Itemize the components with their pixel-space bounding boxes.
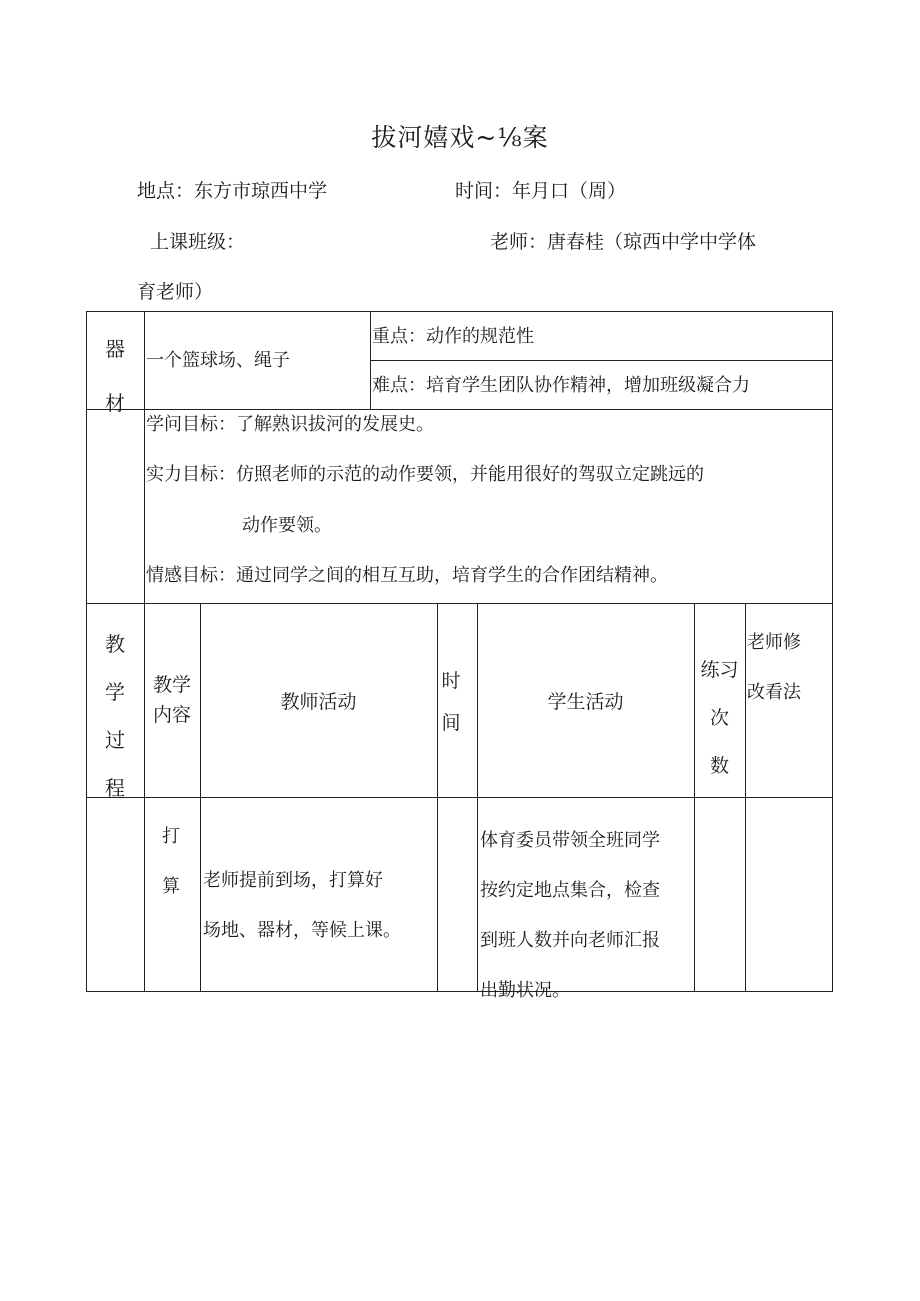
ability-objective-continued: 动作要领。 [242,515,332,536]
difficulty: 难点：培育学生团队协作精神，增加班级凝合力 [372,375,750,396]
student-activity-header: 学生活动 [547,691,624,713]
equipment-label: 器 材 [105,337,125,415]
revision-header: 老师修 改看法 [747,632,801,703]
time-header: 时 间 [441,670,461,734]
document-title: 拔河嬉戏~⅛案 [371,123,549,152]
teacher-activity-cell: 老师提前到场，打算好 场地、器材，等候上课。 [203,870,401,941]
knowledge-objective: 学问目标：了解熟识拔河的发展史。 [146,414,434,435]
process-label: 教 学 过 程 [105,632,125,800]
teacher-text: 老师：唐春桂（琼西中学中学体 [490,231,757,253]
content-cell: 打 算 [162,826,180,897]
content-header: 教学 内容 [152,674,191,726]
class-text: 上课班级： [150,231,246,253]
teacher-activity-header: 教师活动 [280,691,357,713]
student-activity-cell: 体育委员带领全班同学 按约定地点集合，检查 到班人数并向老师汇报 出勤状况。 [480,830,660,1001]
practice-count-header: 练习 次 数 [700,659,739,777]
key-point: 重点：动作的规范性 [372,326,534,347]
emotion-objective: 情感目标：通过同学之间的相互互助，培育学生的合作团结精神。 [146,565,668,586]
time-text: 时间：年月口（周） [455,180,627,202]
location-text: 地点：东方市琼西中学 [137,180,328,202]
teacher-text-continued: 育老师） [137,281,214,303]
ability-objective: 实力目标：仿照老师的示范的动作要领，并能用很好的驾驭立定跳远的 [146,464,704,485]
equipment-value: 一个篮球场、绳子 [146,350,290,371]
